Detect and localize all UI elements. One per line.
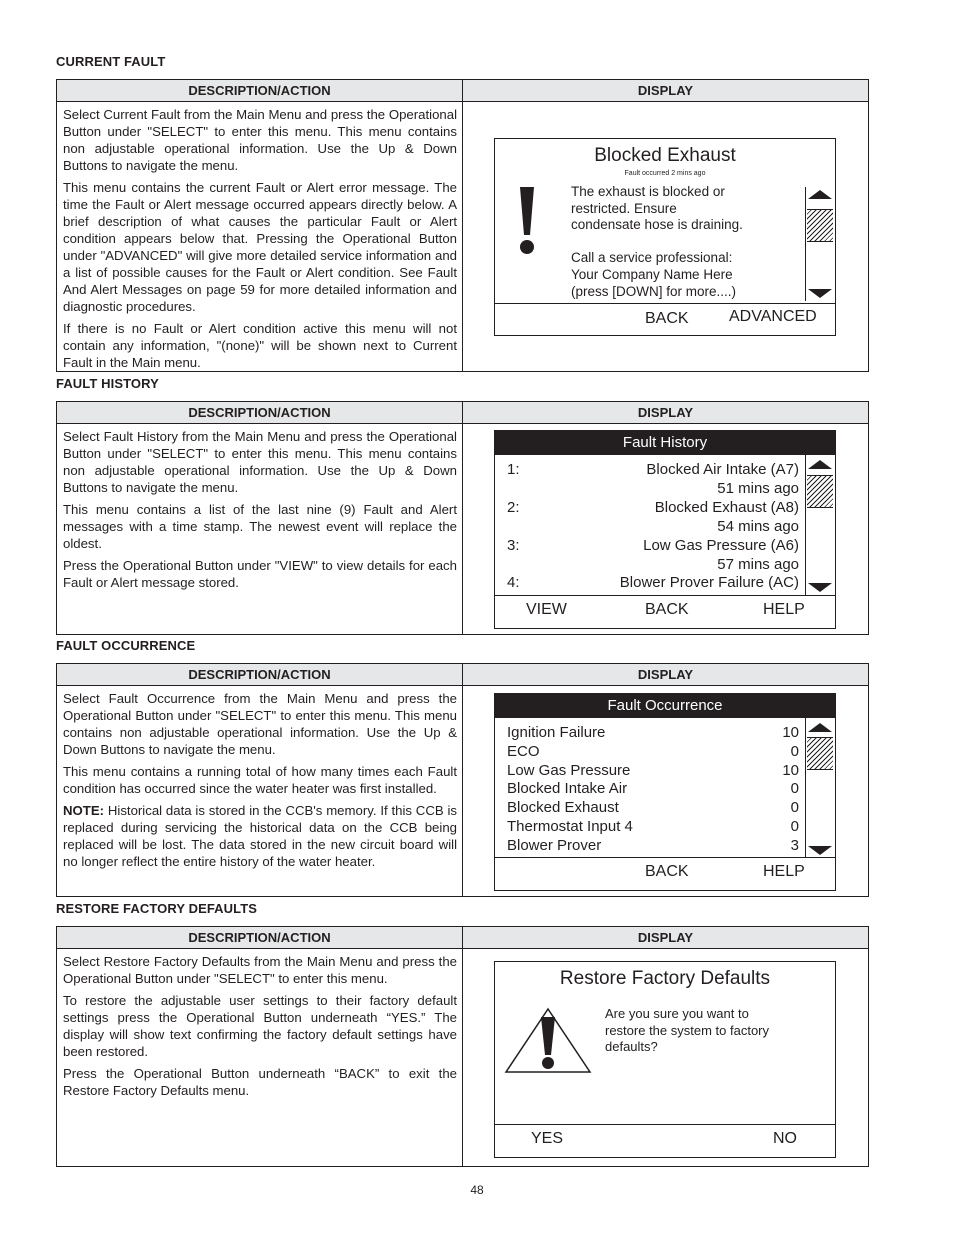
text-line: Are you sure you want to [605,1006,749,1021]
occurrence-count: 10 [782,724,799,741]
entry-number: 1: [507,461,520,478]
fault-occurrence-description [63,690,457,875]
screen-title: Blocked Exhaust [594,145,736,166]
softkey-bar [495,303,835,335]
text-line: defaults? [605,1039,658,1055]
occurrence-name: Thermostat Input 4 [507,818,633,835]
scroll-up-icon[interactable] [808,190,832,199]
occurrence-name: Blocked Intake Air [507,780,628,797]
occurrence-count: 0 [790,743,799,760]
scrollbar[interactable] [805,187,833,301]
display-header: DISPLAY [463,927,868,949]
paragraph: Select Current Fault from the Main Menu and press the Operational Button under "SELECT" to enter this menu. This menu contains non adjustable operational information. Use the Up & Down Buttons to navigate the menu. [63,107,457,173]
occurrence-count: 0 [790,818,799,835]
text-line: Call a service professional: [571,250,733,266]
section-heading-restore-defaults: RESTORE FACTORY DEFAULTS [56,901,258,916]
screen-title: Fault Occurrence [495,694,835,718]
section-heading-current-fault: CURRENT FAULT [56,54,166,69]
note-paragraph [63,802,457,870]
current-fault-description [63,106,457,376]
paragraph: Press the Operational Button underneath “BACK” to exit the Restore Factory Defaults menu. [63,1066,457,1098]
occurrence-name: Blocked Exhaust [507,799,619,816]
back-softkey[interactable]: BACK [645,863,689,880]
restore-defaults-screen [494,961,836,1158]
description-header: DESCRIPTION/ACTION [57,927,463,949]
occurrence-name: Ignition Failure [507,724,606,741]
note-text: Historical data is stored in the CCB's memory. If this CCB is replaced during servicing the historical data on the CCB being replaced will be lost. The data stored in the new circuit board will no longer reflect the entire history of the water heater. [63,803,457,869]
screen-title: Restore Factory Defaults [559,968,771,989]
text-line: restricted. Ensure [571,200,677,216]
scrollbar[interactable] [805,455,833,595]
advanced-softkey[interactable]: ADVANCED [729,308,817,325]
description-header: DESCRIPTION/ACTION [57,402,463,424]
yes-softkey[interactable]: YES [531,1130,564,1147]
paragraph: Select Restore Factory Defaults from the Main Menu and press the Operational Button under "SELECT" to enter this menu. [63,954,457,986]
current-fault-table [56,79,869,372]
entry-number: 3: [507,537,520,554]
occurrence-name: Low Gas Pressure [507,762,631,779]
back-softkey[interactable]: BACK [645,601,689,618]
display-header: DISPLAY [463,664,868,686]
paragraph: This menu contains a list of the last nine (9) Fault and Alert messages with a time stamp. The newest event will replace the oldest. [63,502,457,551]
scroll-up-icon[interactable] [808,723,832,732]
paragraph: This menu contains the current Fault or Alert error message. The time the Fault or Alert message occurred appears directly below. A brief description of what causes the particular Fault or Alert condition appears below that. Pressing the Operational Button under "ADVANCED" will give more detailed service information and a list of possible causes for the Fault or Alert condition. See Fault And Alert Messages on page 59 for more detailed information and diagnostic procedures. [63,180,457,314]
description-header: DESCRIPTION/ACTION [57,80,463,102]
entry-name[interactable]: Blocked Air Intake (A7) [646,461,799,478]
paragraph: If there is no Fault or Alert condition active this menu will not contain any information, "(none)" will be shown next to Current Fault in the Main menu. [63,321,457,370]
scroll-down-icon[interactable] [808,583,832,592]
back-softkey[interactable]: BACK [645,310,689,327]
help-softkey[interactable]: HELP [763,863,805,880]
text-line: condensate hose is draining. [571,217,743,233]
display-header: DISPLAY [463,402,868,424]
exclamation-icon [517,187,537,255]
paragraph: This menu contains a running total of how many times each Fault condition has occurred since the water heater was first installed. [63,764,457,796]
entry-number: 2: [507,499,520,516]
restore-defaults-description [63,953,457,1104]
paragraph: Select Fault Occurrence from the Main Menu and press the Operational Button under "SELECT" to enter this menu. This menu contains non adjustable operational information. Use the Up & Down Buttons to navigate the menu. [63,691,457,757]
fault-description [571,184,743,300]
scroll-thumb[interactable] [807,475,833,508]
fault-history-description [63,428,457,596]
scroll-down-icon[interactable] [808,846,832,855]
entry-number: 4: [507,574,520,591]
entry-name[interactable]: Blocked Exhaust (A8) [654,499,799,516]
occurrence-count: 3 [790,837,799,854]
entry-time: 54 mins ago [717,518,799,535]
scroll-thumb[interactable] [807,209,833,242]
occurrence-count: 0 [790,799,799,816]
softkey-bar [495,595,835,628]
entry-name[interactable]: Low Gas Pressure (A6) [643,537,799,554]
page-number: 48 [470,1183,484,1197]
fault-occurrence-table [56,663,869,897]
paragraph: Select Fault History from the Main Menu and press the Operational Button under "SELECT" to enter this menu. This menu contains non adjustable operational information. Use the Up & Down Buttons to navigate the menu. [63,429,457,495]
section-heading-fault-history: FAULT HISTORY [56,376,159,391]
help-softkey[interactable]: HELP [763,601,805,618]
fault-history-screen [494,430,836,629]
screen-title: Fault History [495,431,835,455]
occurrence-count: 10 [782,762,799,779]
fault-occurrence-screen [494,693,836,891]
blocked-exhaust-screen [494,138,836,336]
paragraph: Press the Operational Button under "VIEW" to view details for each Fault or Alert message stored. [63,558,457,590]
scroll-down-icon[interactable] [808,289,832,298]
description-header: DESCRIPTION/ACTION [57,664,463,686]
scroll-up-icon[interactable] [808,460,832,469]
occurrence-count: 0 [790,780,799,797]
restore-defaults-table [56,926,869,1167]
occurrence-name: ECO [507,743,540,760]
note-label: NOTE: [63,803,105,818]
warning-triangle-icon [503,1007,593,1075]
entry-time: 51 mins ago [717,480,799,497]
text-line: Your Company Name Here [571,266,733,282]
text-line: The exhaust is blocked or [571,184,725,199]
display-header: DISPLAY [463,80,868,102]
scroll-thumb[interactable] [807,737,833,770]
softkey-bar [495,1124,835,1157]
scrollbar[interactable] [805,718,833,858]
softkey-bar [495,857,835,890]
entry-name[interactable]: Blower Prover Failure (AC) [619,574,799,591]
screen-subtitle: Fault occurred 2 mins ago [624,170,706,177]
entry-time: 57 mins ago [717,556,799,573]
occurrence-name: Blower Prover [507,837,602,854]
confirm-message [605,1006,769,1056]
view-softkey[interactable]: VIEW [526,601,567,618]
text-line: (press [DOWN] for more....) [571,283,737,299]
no-softkey[interactable]: NO [773,1130,797,1147]
section-heading-fault-occurrence: FAULT OCCURRENCE [56,638,196,653]
fault-history-table [56,401,869,635]
paragraph: To restore the adjustable user settings to their factory default settings press the Operational Button underneath “YES.” The display will show text confirming the factory default settings have been restored. [63,993,457,1059]
text-line: restore the system to factory [605,1022,770,1038]
